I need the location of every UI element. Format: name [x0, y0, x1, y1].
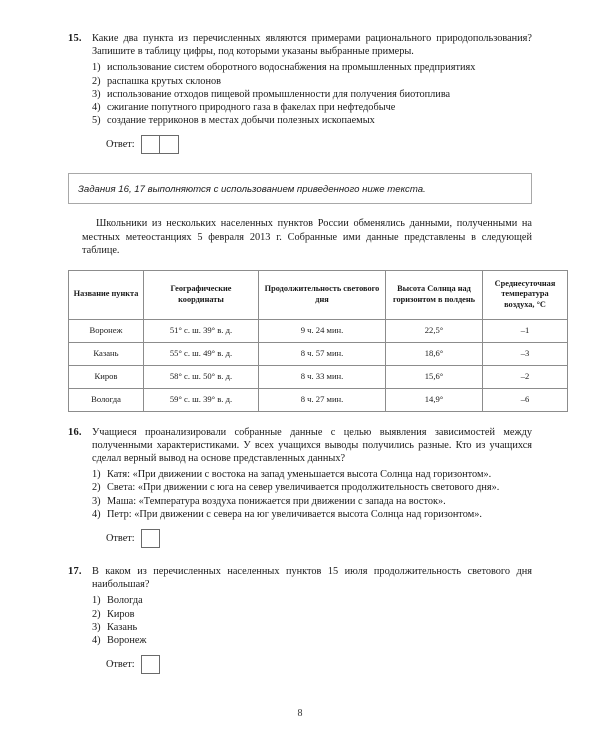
question-15-text: Какие два пункта из перечисленных являются примерами рационального природопользования? Запишите в таблицу цифры, под которыми указаны выбранные примеры.: [92, 33, 532, 58]
column-header-temperature: Среднесуточная температура воздуха, °С: [483, 270, 568, 319]
option-item[interactable]: [92, 114, 532, 127]
cell-daylight: 8 ч. 33 мин.: [259, 365, 386, 388]
option-label: распашка крутых склонов: [107, 75, 221, 87]
answer-box[interactable]: [141, 655, 160, 674]
question-16-text: Учащиеся проанализировали собранные данные с целью выявления зависимостей между полученными характеристиками. У всех учащихся выводы получились разные. Кто из учащихся сделал верный вывод на основе представленных данных?: [92, 426, 532, 465]
option-marker: 2): [92, 608, 101, 620]
option-item[interactable]: [92, 621, 532, 634]
option-label: сжигание попутного природного газа в факелах при нефтедобыче: [107, 102, 396, 114]
option-marker: 3): [92, 495, 101, 507]
option-marker: 4): [92, 508, 101, 520]
table-row: [69, 365, 568, 388]
cell-daylight: 9 ч. 24 мин.: [259, 319, 386, 342]
cell-sun-height: 22,5°: [386, 319, 483, 342]
question-16-number: 16.: [68, 426, 82, 438]
table-row: [69, 342, 568, 365]
option-item[interactable]: [92, 634, 532, 647]
answer-box[interactable]: [141, 529, 160, 548]
cell-coordinates: 51° с. ш. 39° в. д.: [144, 319, 259, 342]
option-item[interactable]: [92, 61, 532, 74]
question-17-options: [92, 594, 532, 647]
answer-label: Ответ:: [106, 139, 135, 151]
option-label: Казань: [107, 621, 138, 633]
option-item[interactable]: [92, 101, 532, 114]
answer-boxes[interactable]: [141, 135, 179, 154]
question-15-answer-row: [106, 135, 532, 154]
question-17-body: [92, 565, 532, 674]
option-marker: 1): [92, 595, 101, 607]
option-label: использование систем оборотного водоснабжения на промышленных предприятиях: [107, 62, 476, 74]
option-marker: 2): [92, 482, 101, 494]
cell-sun-height: 14,9°: [386, 388, 483, 411]
intro-paragraph: Школьники из нескольких населенных пунктов России обменялись данными, полученными на местных метеостанциях 5 февраля 2013 г. Собранные ими данные представлены в следующей таблице.: [82, 218, 532, 257]
table-header-row: [69, 270, 568, 319]
instruction-note-text: Задания 16, 17 выполняются с использованием приведенного ниже текста.: [78, 184, 426, 196]
question-15-number: 15.: [68, 33, 82, 44]
cell-daylight: 8 ч. 27 мин.: [259, 388, 386, 411]
cell-city: Казань: [69, 342, 144, 365]
table-row: [69, 319, 568, 342]
answer-box[interactable]: [160, 135, 179, 154]
option-marker: 1): [92, 62, 101, 74]
option-item[interactable]: [92, 88, 532, 101]
option-item[interactable]: [92, 594, 532, 607]
answer-box[interactable]: [141, 135, 160, 154]
question-16-options: [92, 468, 532, 521]
question-17-number: 17.: [68, 566, 82, 578]
cell-sun-height: 15,6°: [386, 365, 483, 388]
question-16-answer-row: [106, 529, 532, 548]
question-17: [68, 565, 532, 674]
option-marker: 3): [92, 88, 101, 100]
option-item[interactable]: [92, 481, 532, 494]
cell-temperature: –2: [483, 365, 568, 388]
answer-label: Ответ:: [106, 659, 135, 671]
option-marker: 3): [92, 621, 101, 633]
option-label: Маша: «Температура воздуха понижается при движении с запада на восток».: [107, 495, 446, 507]
instruction-note-box: [68, 173, 532, 204]
answer-boxes[interactable]: [141, 529, 160, 548]
column-header-city: Название пункта: [69, 270, 144, 319]
question-16-body: [92, 426, 532, 548]
option-marker: 4): [92, 102, 101, 114]
option-label: Петр: «При движении с севера на юг увеличивается высота Солнца над горизонтом».: [107, 508, 482, 520]
option-marker: 2): [92, 75, 101, 87]
question-17-answer-row: [106, 655, 532, 674]
question-15: [68, 32, 532, 154]
cell-coordinates: 55° с. ш. 49° в. д.: [144, 342, 259, 365]
column-header-daylight: Продолжительность светового дня: [259, 270, 386, 319]
table-body: [69, 319, 568, 411]
question-17-text: В каком из перечисленных населенных пунктов 15 июля продолжительность светового дня наибольшая?: [92, 566, 532, 591]
option-label: Вологда: [107, 595, 143, 607]
cell-coordinates: 59° с. ш. 39° в. д.: [144, 388, 259, 411]
table-head: [69, 270, 568, 319]
page-number: 8: [297, 708, 303, 719]
option-marker: 1): [92, 469, 101, 481]
cell-coordinates: 58° с. ш. 50° в. д.: [144, 365, 259, 388]
cell-temperature: –6: [483, 388, 568, 411]
table-row: [69, 388, 568, 411]
question-15-options: [92, 61, 532, 127]
option-item[interactable]: [92, 495, 532, 508]
option-item[interactable]: [92, 468, 532, 481]
option-label: Киров: [107, 608, 135, 620]
option-label: Катя: «При движении с востока на запад уменьшается высота Солнца над горизонтом».: [107, 469, 492, 481]
cell-sun-height: 18,6°: [386, 342, 483, 365]
cell-city: Воронеж: [69, 319, 144, 342]
cell-daylight: 8 ч. 57 мин.: [259, 342, 386, 365]
option-label: Воронеж: [107, 635, 147, 647]
option-label: использование отходов пищевой промышленности для получения биотоплива: [107, 88, 451, 100]
cell-temperature: –1: [483, 319, 568, 342]
question-16: [68, 426, 532, 548]
option-label: создание терриконов в местах добычи полезных ископаемых: [107, 115, 375, 127]
option-marker: 4): [92, 635, 101, 647]
option-item[interactable]: [92, 75, 532, 88]
option-marker: 5): [92, 115, 101, 127]
option-label: Света: «При движении с юга на север увеличивается продолжительность светового дня».: [107, 482, 500, 494]
cell-city: Киров: [69, 365, 144, 388]
option-item[interactable]: [92, 508, 532, 521]
meteo-data-table: [68, 270, 568, 412]
answer-label: Ответ:: [106, 533, 135, 545]
column-header-coordinates: Географические координаты: [144, 270, 259, 319]
cell-city: Вологда: [69, 388, 144, 411]
column-header-sun-height: Высота Солнца над горизонтом в полдень: [386, 270, 483, 319]
answer-boxes[interactable]: [141, 655, 160, 674]
option-item[interactable]: [92, 608, 532, 621]
cell-temperature: –3: [483, 342, 568, 365]
question-15-body: [92, 32, 532, 154]
